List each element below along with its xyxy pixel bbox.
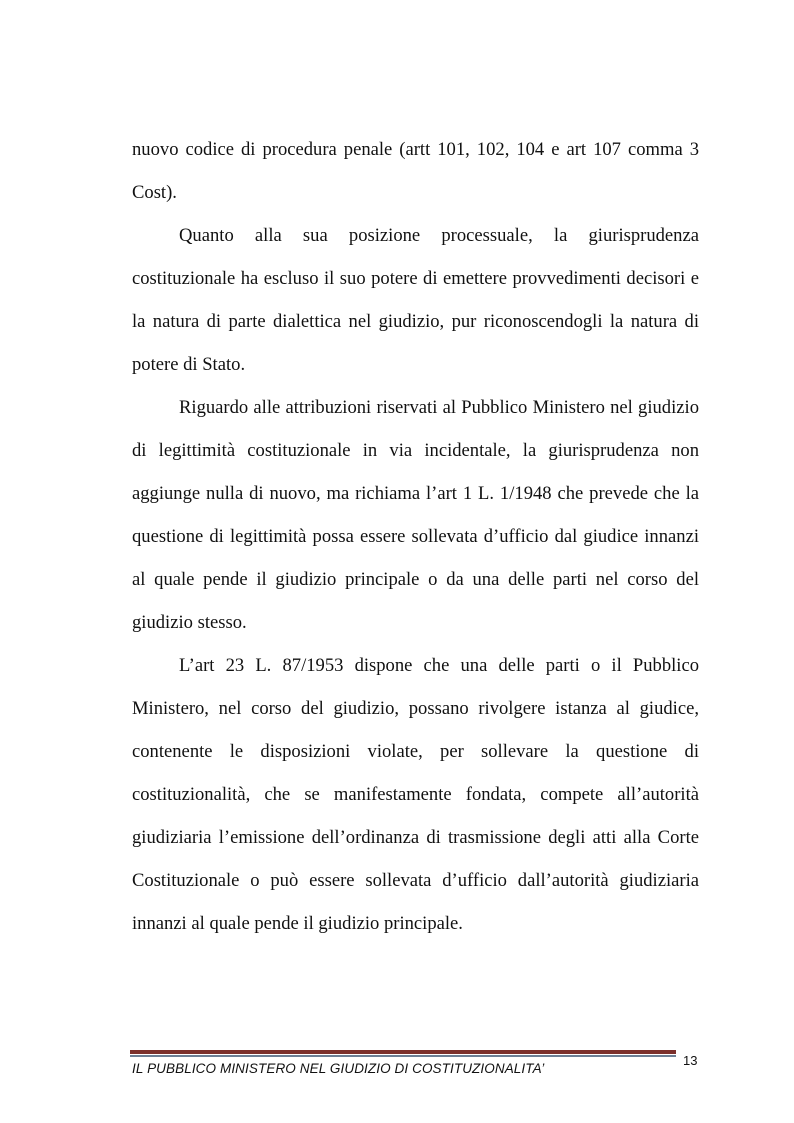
paragraph-posizione-processuale: Quanto alla sua posizione processuale, la giurisprudenza costituzionale ha escluso il suo potere di emettere provvedimenti decisori e la natura di parte dialettica nel giudizio, pur riconoscendogli la natura di potere di Stato.	[132, 225, 699, 375]
page-number: 13	[683, 1053, 698, 1068]
running-footer-title: IL PUBBLICO MINISTERO NEL GIUDIZIO DI COSTITUZIONALITA’	[132, 1061, 545, 1076]
paragraph-continuation: nuovo codice di procedura penale (artt 101, 102, 104 e art 107 comma 3 Cost).	[132, 139, 699, 203]
paragraph-attribuzioni: Riguardo alle attribuzioni riservati al Pubblico Ministero nel giudizio di legittimità costituzionale in via incidentale, la giurisprudenza non aggiunge nulla di nuovo, ma richiama l’art 1 L. 1/1948 che prevede che la questione di legittimità possa essere sollevata d’ufficio dal giudice innanzi al quale pende il giudizio principale o da una delle parti nel corso del giudizio stesso.	[132, 397, 699, 633]
footer-rule	[130, 1050, 676, 1054]
body-text	[132, 128, 699, 945]
footer-rule-secondary	[130, 1055, 676, 1057]
paragraph-art-23: L’art 23 L. 87/1953 dispone che una delle parti o il Pubblico Ministero, nel corso del giudizio, possano rivolgere istanza al giudice, contenente le disposizioni violate, per sollevare la questione di costituzionalità, che se manifestamente fondata, compete all’autorità giudiziaria l’emissione dell’ordinanza di trasmissione degli atti alla Corte Costituzionale o può essere sollevata d’ufficio dall’autorità giudiziaria innanzi al quale pende il giudizio principale.	[132, 655, 699, 934]
